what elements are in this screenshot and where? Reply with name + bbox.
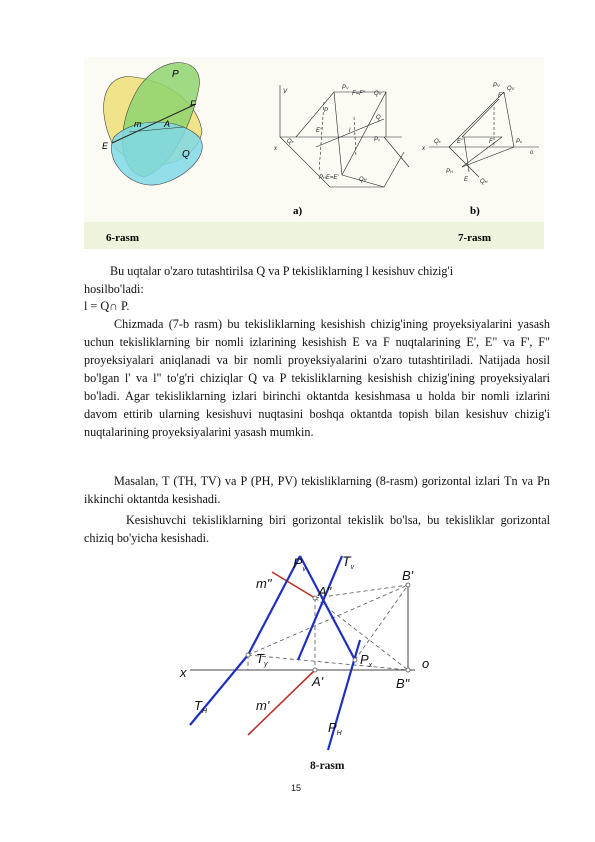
svg-text:PV: PV [342,85,349,91]
svg-text:m": m" [256,576,272,591]
svg-text:B": B" [396,676,410,691]
page-number: 15 [291,783,302,793]
svg-text:F=F": F=F" [352,91,365,97]
paragraph-4: Masalan, T (TH, TV) va P (PH, PV) tekisliklarning (8-rasm) gorizontal izlari Tn va Pn ikkinchi oktantda kesishadi. [84,474,550,506]
svg-text:V: V [283,89,288,95]
svg-text:x: x [274,146,277,152]
svg-text:QH: QH [480,179,488,185]
svg-text:QH: QH [359,177,367,183]
svg-text:Pv: $P_v$ [293,555,306,573]
svg-text:Qx: Qx [287,139,294,145]
label-A: A [164,119,171,129]
svg-text:o: o [422,656,430,671]
paragraph-3: Chizmada (7-b rasm) bu tekisliklarning kesishish chizig'ining proyeksiyalarini yasash uchun tekisliklarning bir nomli izlarining kesishish E va F nuqtalarining E', E" va F', F" proyeksiyalari aniqlanadi va bir nomli proyeksiyalarini o'zaro tutashtiriladi. Natijada hosil bo'lgan l' va l" to'g'ri chiziqlar Q va P tekisliklarning kesishish chizig'ining proyeksiyalari bo'ladi. Agar tekisliklarning izlari birinchi oktantda kesishmasa u holda bir nomli izlarini davom ettirib ularning kesishuvi nuqtasini boshqa oktantda topish bilan kesishuv chizig'i nuqtalarining proyeksiyalarini yasash mumkin. [84,317,550,439]
svg-text:Px: $P_x$ [360,652,373,669]
svg-text:F": F" [498,93,504,99]
svg-text:Qx: Qx [434,139,441,145]
caption-8-rasm: 8-rasm [310,760,345,772]
svg-text:E: E [464,177,469,183]
label-F: F [190,99,196,109]
caption-7-rasm: 7-rasm [458,232,491,244]
formula-line: l = Q∩ P. [84,299,130,313]
svg-text:PHE=E': PHE=E' [319,175,339,181]
svg-text:QV: QV [507,86,515,92]
svg-text:P: P [324,108,329,114]
paragraph-1-line-2: hosilbo'ladi: [84,282,144,296]
svg-text:l: l [349,128,351,134]
label-m: m [134,119,142,129]
svg-text:Px: Px [374,137,381,143]
label-Q: Q [182,149,190,160]
svg-text:o: o [530,150,534,156]
figure-8 [170,550,440,762]
svg-text:A': A' [312,674,324,689]
svg-text:E": E" [316,128,323,134]
svg-text:A": A" [318,584,332,599]
svg-text:QV: QV [374,91,382,97]
svg-text:PV: PV [493,83,500,89]
svg-text:F: F [489,139,493,145]
svg-text:Q: Q [376,115,381,121]
subfig-a-label: a) [293,205,303,217]
svg-text:Tv: $T_v$ [342,553,355,571]
paragraph-1-line-1: Bu uqtalar o'zaro tutashtirilsa Q va P tekisliklarning l kesishuv chizig'i [110,264,454,278]
subfig-b-label: b) [470,205,480,217]
svg-text:x: x [180,665,187,680]
label-E: E [102,141,109,151]
caption-6-rasm: 6-rasm [106,232,139,244]
svg-text:x: x [422,146,425,152]
svg-text:m': m' [256,698,270,713]
figures-6-7 [84,57,544,249]
svg-text:B': B' [402,568,414,583]
svg-text:E": E" [457,139,464,145]
svg-text:Px: Px [516,139,523,145]
svg-text:PH: PH [446,169,453,175]
svg-text:PH: $P_H$ [328,720,342,737]
paragraph-5: Kesishuvchi tekisliklarning biri gorizontal tekislik bo'lsa, bu tekisliklar gorizontal chiziq bo'yicha kesishadi. [84,513,550,545]
svg-text:Ty: $T_y$ [256,651,268,668]
label-P: P [172,69,179,80]
svg-text:TH: $T_H$ [194,698,208,715]
